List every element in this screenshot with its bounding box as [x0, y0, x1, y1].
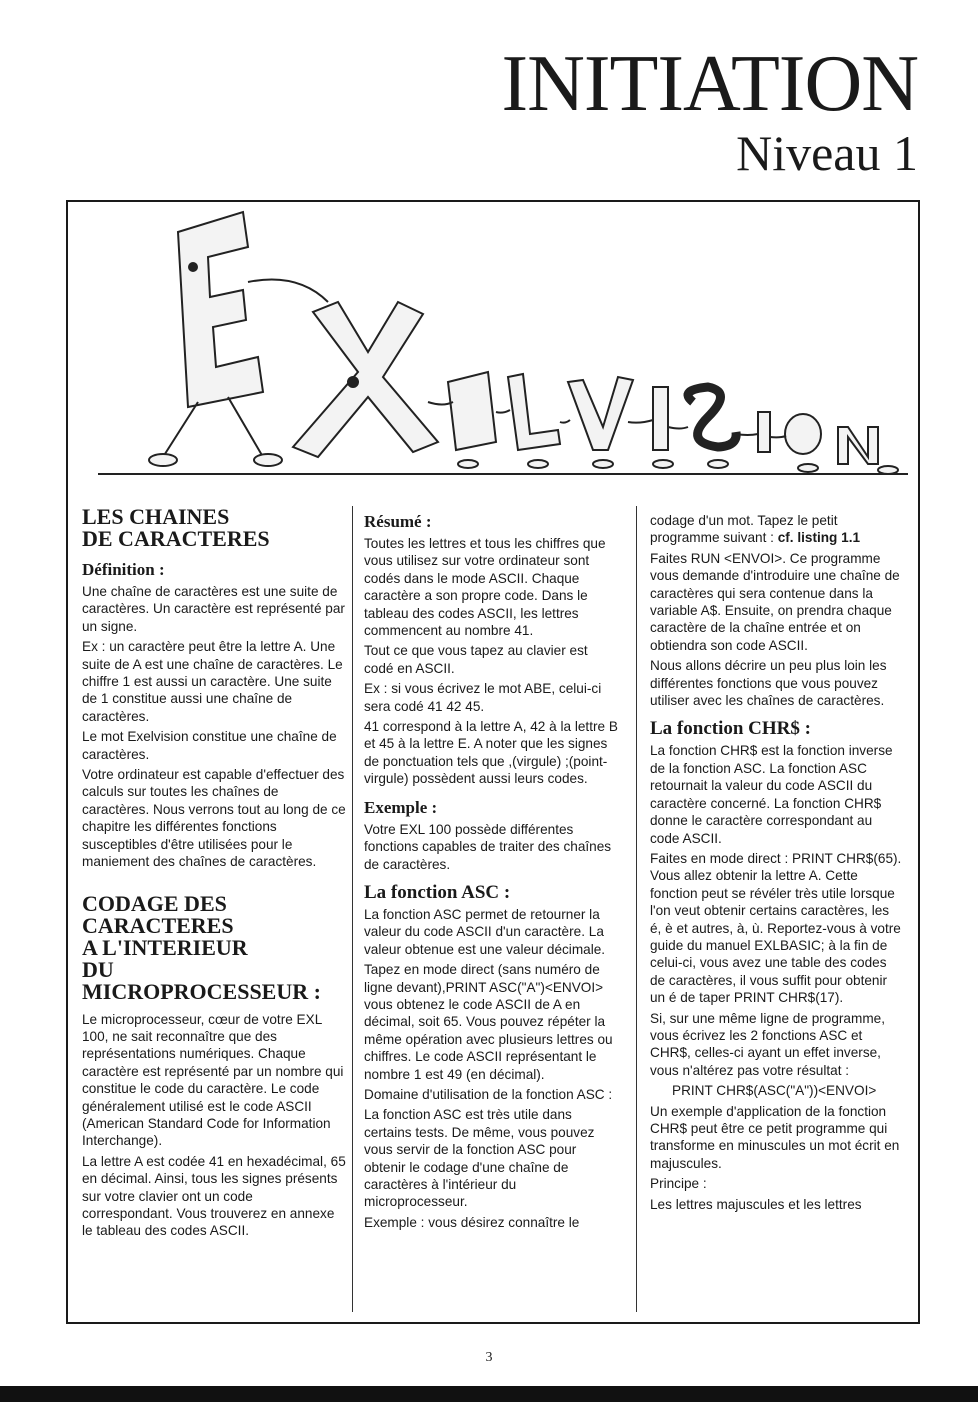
letter-e-foot-right: [254, 454, 282, 466]
subheading-resume: Résumé :: [364, 512, 432, 531]
paragraph: Ex : si vous écrivez le mot ABE, celui-ci sera codé 41 42 45.: [364, 681, 602, 714]
column-divider: [636, 506, 637, 1312]
letter-small-i2: [758, 412, 770, 452]
letter-small-i: [653, 387, 668, 450]
foot: [528, 460, 548, 468]
paragraph: Les lettres majuscules et les lettres: [650, 1196, 862, 1212]
foot: [798, 464, 818, 472]
paragraph: Nous allons décrire un peu plus loin les différentes fonctions que vous pouvez utiliser avec les chaînes de caractères.: [650, 658, 887, 709]
paragraph: Toutes les lettres et tous les chiffres que vous utilisez sur votre ordinateur sont codés dans le mode ASCII. Chaque caractère a son propre code. Dans le tableau des codes ASCII, les lettres commencent au nombre 41.: [364, 536, 606, 639]
paragraph: Le mot Exelvision constitue une chaîne de caractères.: [82, 729, 337, 762]
letter-small-e: [448, 372, 496, 450]
letter-small-v: [568, 377, 633, 450]
foot: [653, 460, 673, 468]
paragraph: Domaine d'utilisation de la fonction ASC :: [364, 1086, 613, 1102]
paragraph: Tapez en mode direct (sans numéro de ligne devant),PRINT ASC("A")<ENVOI> vous obtenez le code ASCII de A en décimal, soit 65. Vous pouvez répéter la même opération avec plusieurs lettres ou chiffres. Le code ASCII représentant le nombre 1 est 49 (en décimal).: [364, 962, 613, 1082]
listing-reference: cf. listing 1.1: [777, 530, 861, 546]
column-3: [650, 506, 904, 1316]
foot: [458, 460, 478, 468]
paragraph: Faites en mode direct : PRINT CHR$(65). Vous allez obtenir la lettre A. Cette fonction peut se révéler très utile lorsque l'on veut obtenir certains caractères, les é, è et autres, à, ù. Reportez-vous à votre guide du manuel EXLBASIC; à la fin de celui-ci, vous avez une table des codes de caractères, il vous suffit pour obtenir un é de taper PRINT CHR$(17).: [650, 850, 902, 1006]
illustration-drawing: [68, 202, 918, 494]
foot: [593, 460, 613, 468]
letter-e-foot-left: [149, 454, 177, 466]
subheading-definition: Définition :: [82, 560, 165, 579]
letter-small-s: [688, 387, 736, 447]
subheading-fonction-asc: La fonction ASC :: [364, 881, 511, 903]
paragraph: Exemple : vous désirez connaître le: [364, 1214, 580, 1230]
paragraph: Faites RUN <ENVOI>. Ce programme vous demande d'introduire une chaîne de caractères qui sera contenue dans la variable A$. Ensuite, on prendra chaque caractère de la chaîne entrée et on obtiendra son code ASCII.: [650, 550, 900, 653]
paragraph: Votre EXL 100 possède différentes fonctions capables de traiter des chaînes de caractères.: [364, 821, 612, 872]
paragraph: Tout ce que vous tapez au clavier est codé en ASCII.: [364, 643, 588, 676]
subheading-fonction-chr: La fonction CHR$ :: [650, 718, 811, 740]
paragraph: codage d'un mot. Tapez le petit programme suivant : cf. listing 1.1: [650, 513, 861, 546]
code-line: PRINT CHR$(ASC("A"))<ENVOI>: [672, 1083, 877, 1099]
letter-x-shape: [293, 302, 438, 457]
section-heading-codage: CODAGE DES CARACTERES A L'INTERIEUR DU MICROPROCESSEUR :: [82, 890, 321, 1004]
content-frame: [66, 200, 920, 1324]
header-title: INITIATION: [501, 40, 918, 128]
column-divider: [352, 506, 353, 1312]
paragraph: La fonction ASC permet de retourner la valeur du code ASCII d'un caractère. La valeur obtenue est une valeur décimale.: [364, 906, 606, 957]
page-header: [501, 40, 918, 181]
paragraph: Ex : un caractère peut être la lettre A. Une suite de A est une chaîne de caractères. Le chiffre 1 est aussi un caractère. Une suite de 1 constitue aussi une chaîne de caractères.: [82, 639, 343, 724]
paragraph: Un exemple d'application de la fonction CHR$ peut être ce petit programme qui transforme en minuscules un mot écrit en majuscules.: [650, 1103, 900, 1171]
paragraph: Le microprocesseur, cœur de votre EXL 100, ne sait reconnaître que des représentations numériques. Chaque caractère est représenté par un nombre qui constitue le code du caractère. Le code généralement utilisé est le code ASCII (American Standard Code for Information Interchange).: [82, 1011, 344, 1149]
paragraph: Principe :: [650, 1176, 707, 1192]
paragraph: Votre ordinateur est capable d'effectuer des calculs sur toutes les chaînes de caractères. Nous verrons tout au long de ce chapitre les différentes fonctions susceptibles d'être utilisées pour le maniement des chaînes de caractères.: [82, 767, 346, 870]
paragraph: La fonction CHR$ est la fonction inverse de la fonction ASC. La fonction ASC retournait la valeur du code ASCII du caractère concerné. La fonction CHR$ donne le caractère correspondant au code ASCII.: [650, 743, 893, 846]
foot: [708, 460, 728, 468]
letter-e-shape: [178, 212, 263, 407]
letter-small-l: [508, 374, 560, 450]
exelvision-illustration: [68, 202, 918, 494]
paragraph: La fonction ASC est très utile dans certains tests. De même, vous pouvez vous servir de la fonction ASC pour obtenir le codage d'une chaîne de caractères à l'intérieur du microprocesseur.: [364, 1107, 595, 1210]
bottom-border-bar: [0, 1386, 978, 1402]
column-1: [82, 506, 346, 1316]
section-heading-chaines: LES CHAINES DE CARACTERES: [82, 506, 270, 551]
illustration-word: EXELVISION: [68, 202, 74, 203]
paragraph: Une chaîne de caractères est une suite de caractères. Un caractère est représenté par un signe.: [82, 584, 345, 634]
column-2: [364, 506, 618, 1316]
letter-x-eye: [348, 377, 358, 387]
page-number: 3: [485, 1350, 493, 1365]
letter-small-o: [785, 414, 821, 454]
letter-e-legs: [163, 397, 263, 457]
paragraph: La lettre A est codée 41 en hexadécimal, 65 en décimal. Ainsi, tous les signes présents sur votre clavier ont un code correspondant. Vous trouverez en annexe le tableau des codes ASCII.: [82, 1153, 346, 1239]
letter-e-eye: [189, 263, 197, 271]
header-subtitle: Niveau 1: [736, 125, 918, 181]
letter-small-n: [838, 427, 878, 464]
subheading-exemple: Exemple :: [364, 797, 438, 817]
paragraph: 41 correspond à la lettre A, 42 à la lettre B et 45 à la lettre E. A noter que les signes de ponctuation tels que ,(virgule) ;(point-virgule) possèdent aussi leurs codes.: [364, 719, 618, 787]
paragraph: Si, sur une même ligne de programme, vous écrivez les 2 fonctions ASC et CHR$, celles-ci ayant un effet inverse, vous n'altérez pas votre résultat :: [650, 1010, 885, 1078]
letter-e-arm: [248, 280, 328, 303]
foot: [878, 466, 898, 474]
